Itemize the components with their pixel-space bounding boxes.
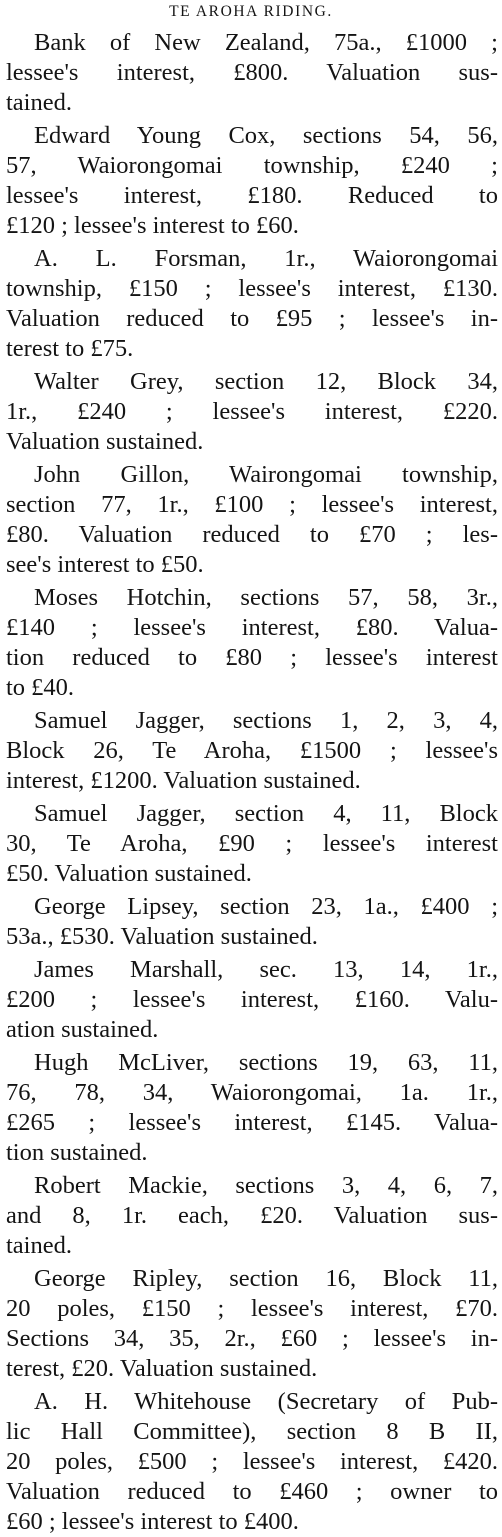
- entry-line: George Ripley, section 16, Block 11,: [34, 1265, 498, 1292]
- section-heading: TE AROHA RIDING.: [169, 3, 333, 20]
- valuation-entry: [0, 799, 502, 889]
- valuation-entry: [0, 121, 502, 241]
- entry-line: 30, Te Aroha, £90 ; lessee's interest: [6, 830, 498, 857]
- entry-line: 20 poles, £500 ; lessee's interest, £420.: [6, 1448, 498, 1475]
- entry-line: Robert Mackie, sections 3, 4, 6, 7,: [34, 1172, 498, 1199]
- entry-line: James Marshall, sec. 13, 14, 1r.,: [34, 956, 498, 983]
- entry-line: Bank of New Zealand, 75a., £1000 ;: [34, 29, 498, 56]
- entry-line: Valuation reduced to £460 ; owner to: [6, 1478, 498, 1505]
- valuation-entry: [0, 955, 502, 1045]
- entry-line: £265 ; lessee's interest, £145. Valua-: [6, 1109, 498, 1136]
- entry-line: lic Hall Committee), section 8 B II,: [6, 1418, 498, 1445]
- valuation-entry: [0, 1171, 502, 1261]
- entry-line: tion reduced to £80 ; lessee's interest: [6, 644, 498, 671]
- entry-line: lessee's interest, £800. Valuation sus-: [6, 59, 498, 86]
- entry-line: £80. Valuation reduced to £70 ; les-: [6, 521, 498, 548]
- valuation-entry: [0, 28, 502, 118]
- entry-line: Valuation reduced to £95 ; lessee's in-: [6, 305, 498, 332]
- entry-line: Hugh McLiver, sections 19, 63, 11,: [34, 1049, 498, 1076]
- entry-line: tion sustained.: [6, 1139, 148, 1166]
- entry-line: A. L. Forsman, 1r., Waiorongomai: [34, 245, 498, 272]
- entry-line: 76, 78, 34, Waiorongomai, 1a. 1r.,: [6, 1079, 498, 1106]
- entry-line: £60 ; lessee's interest to £400.: [6, 1508, 299, 1535]
- entry-line: 20 poles, £150 ; lessee's interest, £70.: [6, 1295, 498, 1322]
- valuation-entry: [0, 367, 502, 457]
- valuation-entry: [0, 1048, 502, 1168]
- entry-line: £50. Valuation sustained.: [6, 860, 252, 887]
- valuation-entry: [0, 244, 502, 364]
- entry-line: George Lipsey, section 23, 1a., £400 ;: [34, 893, 498, 920]
- entry-line: 57, Waiorongomai township, £240 ;: [6, 152, 498, 179]
- entry-line: township, £150 ; lessee's interest, £130.: [6, 275, 498, 302]
- entry-line: A. H. Whitehouse (Secretary of Pub-: [34, 1388, 498, 1415]
- valuation-entry: [0, 583, 502, 703]
- entry-line: Moses Hotchin, sections 57, 58, 3r.,: [34, 584, 498, 611]
- entry-line: tained.: [6, 89, 72, 116]
- entry-line: Edward Young Cox, sections 54, 56,: [34, 122, 498, 149]
- entry-line: tained.: [6, 1232, 72, 1259]
- entry-line: interest, £1200. Valuation sustained.: [6, 767, 361, 794]
- entry-line: 1r., £240 ; lessee's interest, £220.: [6, 398, 498, 425]
- entry-line: Walter Grey, section 12, Block 34,: [34, 368, 498, 395]
- entry-line: section 77, 1r., £100 ; lessee's interest,: [6, 491, 498, 518]
- entry-line: Block 26, Te Aroha, £1500 ; lessee's: [6, 737, 498, 764]
- entry-line: John Gillon, Wairongomai township,: [34, 461, 498, 488]
- valuation-entries: [0, 28, 502, 1537]
- valuation-entry: [0, 1264, 502, 1384]
- entry-line: Valuation sustained.: [6, 428, 204, 455]
- entry-line: terest to £75.: [6, 335, 134, 362]
- entry-line: and 8, 1r. each, £20. Valuation sus-: [6, 1202, 498, 1229]
- entry-line: lessee's interest, £180. Reduced to: [6, 182, 498, 209]
- entry-line: Samuel Jagger, section 4, 11, Block: [34, 800, 498, 827]
- entry-line: see's interest to £50.: [6, 551, 204, 578]
- valuation-entry: [0, 460, 502, 580]
- valuation-entry: [0, 706, 502, 796]
- entry-line: Sections 34, 35, 2r., £60 ; lessee's in-: [6, 1325, 498, 1352]
- valuation-entry: [0, 892, 502, 952]
- entry-line: £120 ; lessee's interest to £60.: [6, 212, 299, 239]
- entry-line: 53a., £530. Valuation sustained.: [6, 923, 318, 950]
- entry-line: to £40.: [6, 674, 75, 701]
- entry-line: Samuel Jagger, sections 1, 2, 3, 4,: [34, 707, 498, 734]
- valuation-entry: [0, 1387, 502, 1537]
- entry-line: £200 ; lessee's interest, £160. Valu-: [6, 986, 498, 1013]
- entry-line: ation sustained.: [6, 1016, 159, 1043]
- entry-line: terest, £20. Valuation sustained.: [6, 1355, 318, 1382]
- entry-line: £140 ; lessee's interest, £80. Valua-: [6, 614, 498, 641]
